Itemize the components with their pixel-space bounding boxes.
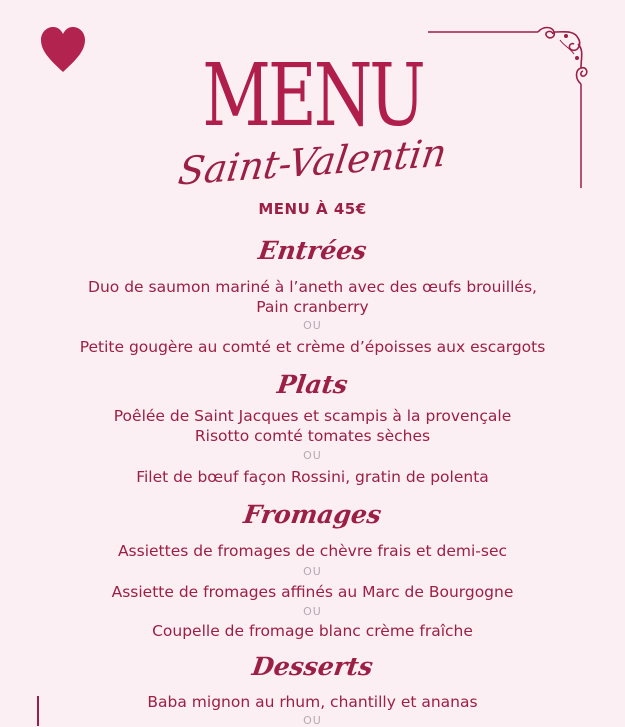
section-heading-plats: Plats xyxy=(275,370,350,399)
menu-item: Coupelle de fromage blanc crème fraîche xyxy=(152,622,473,640)
menu-price: MENU À 45€ xyxy=(258,200,367,218)
or-separator: OU xyxy=(303,319,322,332)
menu-title: MENU xyxy=(202,46,423,146)
menu-item: Assiette de fromages affinés au Marc de Bourgogne xyxy=(111,583,514,601)
section-heading-desserts: Desserts xyxy=(250,652,375,681)
menu-item: Baba mignon au rhum, chantilly et ananas xyxy=(147,693,478,711)
section-heading-entrees: Entrées xyxy=(256,236,369,265)
menu-subtitle: Saint-Valentin xyxy=(175,130,450,194)
menu-item: Assiettes de fromages de chèvre frais et demi-sec xyxy=(117,542,508,560)
menu-item: Pain cranberry xyxy=(256,298,369,316)
menu-item: Petite gougère au comté et crème d’époisses aux escargots xyxy=(79,338,546,356)
or-separator: OU xyxy=(303,565,322,578)
menu-item: Poêlée de Saint Jacques et scampis à la provençale xyxy=(113,407,512,425)
or-separator: OU xyxy=(303,714,322,727)
section-heading-fromages: Fromages xyxy=(241,500,384,529)
menu-item: Risotto comté tomates sèches xyxy=(194,427,431,445)
or-separator: OU xyxy=(303,449,322,462)
menu-item: Duo de saumon mariné à l’aneth avec des œufs brouillés, xyxy=(88,278,537,296)
menu-item: Filet de bœuf façon Rossini, gratin de polenta xyxy=(136,468,489,486)
or-separator: OU xyxy=(303,605,322,618)
